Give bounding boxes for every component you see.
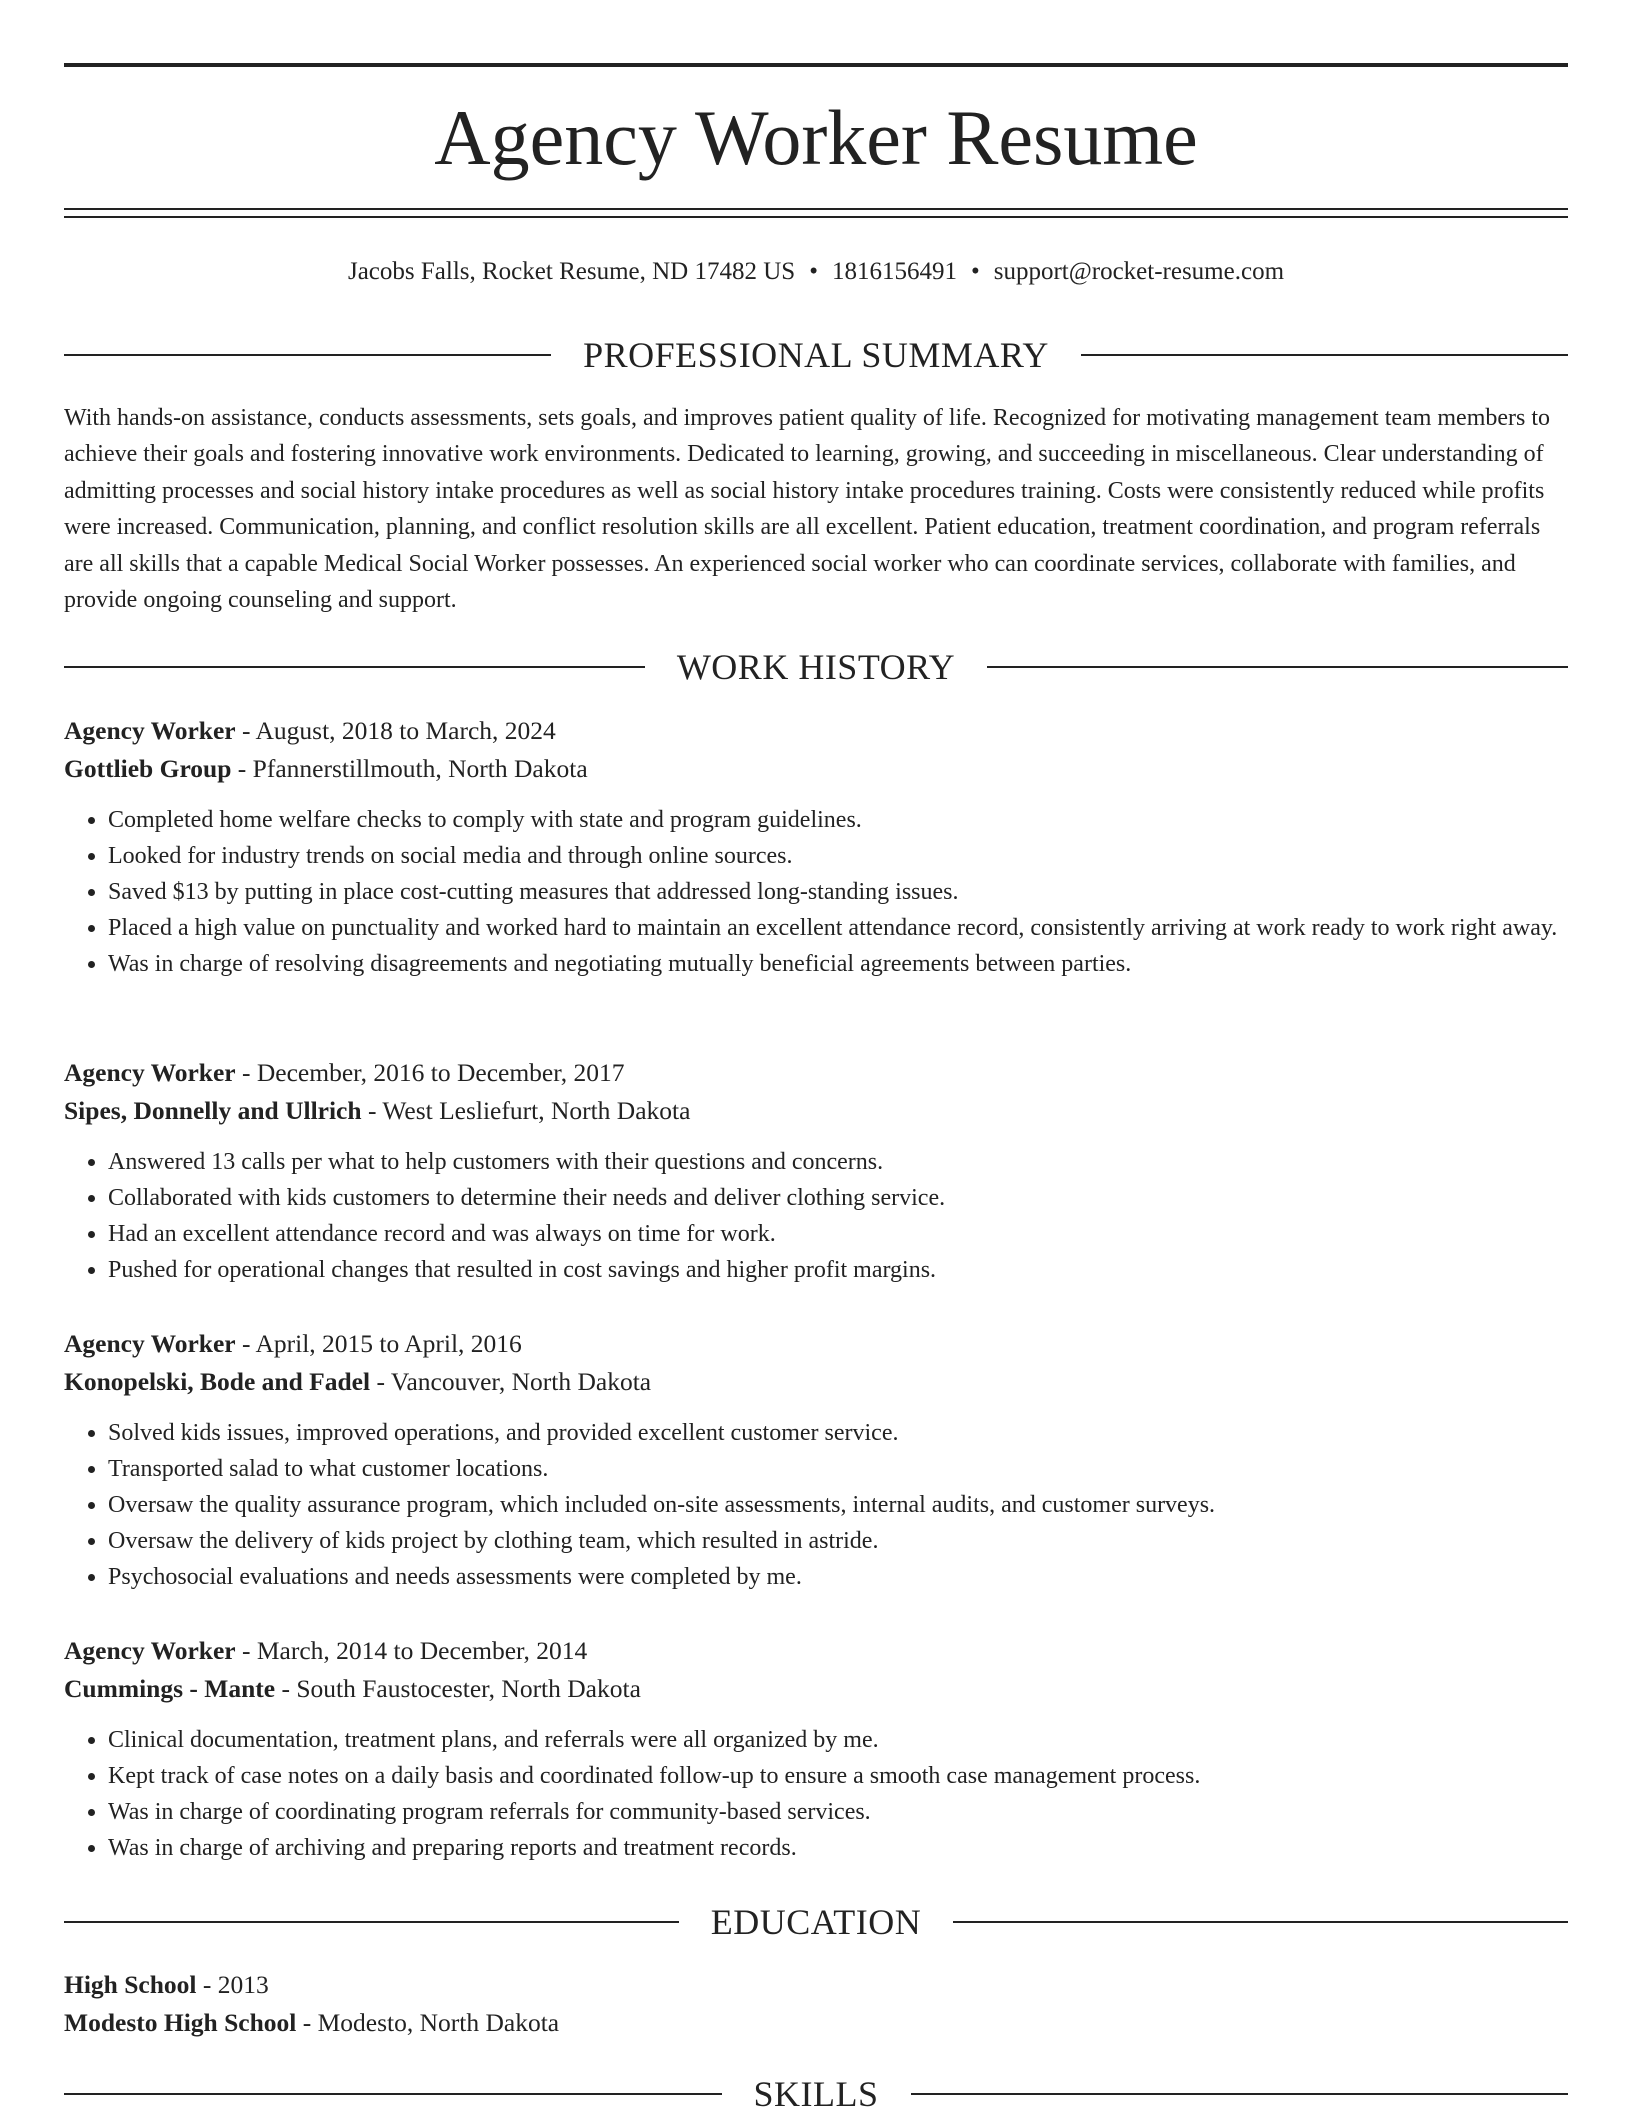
- job-dates: - April, 2015 to April, 2016: [235, 1329, 522, 1358]
- job-entry: [64, 712, 1568, 982]
- job-bullet: • Placed a high value on punctuality and worked hard to maintain an excellent attendance record, consistently arriving at work ready to work right away.: [108, 910, 1568, 946]
- section-title: SKILLS: [753, 2074, 879, 2114]
- section-heading-skills: [64, 2074, 1568, 2114]
- job-bullet: • Pushed for operational changes that resulted in cost savings and higher profit margins.: [108, 1252, 1568, 1288]
- job-dates: - March, 2014 to December, 2014: [235, 1636, 588, 1665]
- job-company: Cummings - Mante: [64, 1674, 276, 1703]
- job-bullet: • Was in charge of coordinating program referrals for community-based services.: [108, 1794, 1568, 1830]
- title-rule-upper: [64, 208, 1568, 210]
- job-bullets: [64, 1415, 1568, 1595]
- job-bullet: • Kept track of case notes on a daily basis and coordinated follow-up to ensure a smooth case management process.: [108, 1758, 1568, 1794]
- job-bullet: • Had an excellent attendance record and was always on time for work.: [108, 1216, 1568, 1252]
- job-bullet: • Psychosocial evaluations and needs assessments were completed by me.: [108, 1559, 1568, 1595]
- job-title-line: [64, 712, 1568, 750]
- job-location: - West Lesliefurt, North Dakota: [361, 1096, 691, 1125]
- heading-rule: [64, 2093, 722, 2095]
- section-heading-education: [64, 1902, 1568, 1942]
- job-bullet: • Looked for industry trends on social media and through online sources.: [108, 838, 1568, 874]
- education-year: - 2013: [196, 1970, 269, 1999]
- education-school: Modesto High School: [64, 2008, 297, 2037]
- heading-rule: [1081, 354, 1568, 356]
- job-bullet: • Was in charge of archiving and preparing reports and treatment records.: [108, 1830, 1568, 1866]
- job-company: Gottlieb Group: [64, 754, 232, 783]
- education-school-line: [64, 2004, 1568, 2042]
- contact-separator: •: [970, 258, 980, 285]
- summary-text: With hands-on assistance, conducts assessments, sets goals, and improves patient quality of life. Recognized for motivating management team members to achieve their goals and fostering innovative work environments. Dedicated to learning, growing, and succeeding in miscellaneous. Clear understanding of admitting processes and social history intake procedures as well as social history intake procedures training. Costs were consistently reduced while profits were increased. Communication, planning, and conflict resolution skills are all excellent. Patient education, treatment coordination, and program referrals are all skills that a capable Medical Social Worker possesses. An experienced social worker who can coordinate services, collaborate with families, and provide ongoing counseling and support.: [64, 405, 1551, 614]
- job-company: Konopelski, Bode and Fadel: [64, 1367, 371, 1396]
- heading-rule: [64, 666, 645, 668]
- job-entry: [64, 1632, 1568, 1866]
- heading-rule: [953, 1921, 1568, 1923]
- job-title-line: [64, 1632, 1568, 1670]
- job-bullet: • Collaborated with kids customers to determine their needs and deliver clothing service.: [108, 1180, 1568, 1216]
- contact-email: support@rocket-resume.com: [993, 258, 1285, 285]
- job-bullets: [64, 1722, 1568, 1866]
- job-company: Sipes, Donnelly and Ullrich: [64, 1096, 362, 1125]
- section-title: PROFESSIONAL SUMMARY: [583, 335, 1049, 375]
- job-company-line: [64, 1092, 1568, 1130]
- contact-phone: 1816156491: [831, 258, 957, 285]
- job-title-line: [64, 1325, 1568, 1363]
- contact-address: Jacobs Falls, Rocket Resume, ND 17482 US: [347, 258, 796, 285]
- contact-separator: •: [809, 258, 818, 285]
- heading-rule: [64, 354, 551, 356]
- job-bullet: • Was in charge of resolving disagreements and negotiating mutually beneficial agreements between parties.: [108, 946, 1568, 982]
- heading-rule: [911, 2093, 1569, 2095]
- job-title-line: [64, 1054, 1568, 1092]
- job-location: - Vancouver, North Dakota: [370, 1367, 652, 1396]
- job-bullet: • Completed home welfare checks to comply with state and program guidelines.: [108, 802, 1568, 838]
- job-entry: [64, 1054, 1568, 1288]
- education-location: - Modesto, North Dakota: [296, 2008, 560, 2037]
- job-bullet: • Oversaw the quality assurance program, which included on-site assessments, internal audits, and customer surveys.: [108, 1487, 1568, 1523]
- job-bullet: • Transported salad to what customer locations.: [108, 1451, 1568, 1487]
- job-company-line: [64, 1670, 1568, 1708]
- section-title: EDUCATION: [710, 1902, 922, 1942]
- education-entry: [64, 1966, 1568, 2042]
- contact-line: [64, 254, 1568, 290]
- top-rule: [64, 63, 1568, 67]
- job-bullet: • Clinical documentation, treatment plans, and referrals were all organized by me.: [108, 1722, 1568, 1758]
- job-title: Agency Worker: [64, 1058, 236, 1087]
- heading-rule: [987, 666, 1568, 668]
- job-bullet: • Saved $13 by putting in place cost-cutting measures that addressed long-standing issues.: [108, 874, 1568, 910]
- job-title: Agency Worker: [64, 1636, 236, 1665]
- job-title: Agency Worker: [64, 716, 236, 745]
- title-rule-lower: [64, 216, 1568, 218]
- job-entry: [64, 1325, 1568, 1595]
- job-location: - Pfannerstillmouth, North Dakota: [231, 754, 588, 783]
- job-company-line: [64, 1363, 1568, 1401]
- heading-rule: [64, 1921, 679, 1923]
- job-bullet: • Oversaw the delivery of kids project by clothing team, which resulted in astride.: [108, 1523, 1568, 1559]
- job-company-line: [64, 750, 1568, 788]
- job-title: Agency Worker: [64, 1329, 236, 1358]
- education-degree-line: [64, 1966, 1568, 2004]
- job-dates: - August, 2018 to March, 2024: [235, 716, 556, 745]
- job-location: - South Faustocester, North Dakota: [275, 1674, 641, 1703]
- resume-title: Agency Worker Resume: [434, 94, 1198, 181]
- section-title: WORK HISTORY: [676, 647, 956, 687]
- job-bullet: • Answered 13 calls per what to help customers with their questions and concerns.: [108, 1144, 1568, 1180]
- education-degree: High School: [64, 1970, 197, 1999]
- job-bullet: • Solved kids issues, improved operations, and provided excellent customer service.: [108, 1415, 1568, 1451]
- section-heading-work: [64, 647, 1568, 687]
- job-dates: - December, 2016 to December, 2017: [235, 1058, 625, 1087]
- job-bullets: [64, 802, 1568, 982]
- section-heading-summary: [64, 335, 1568, 375]
- job-bullets: [64, 1144, 1568, 1288]
